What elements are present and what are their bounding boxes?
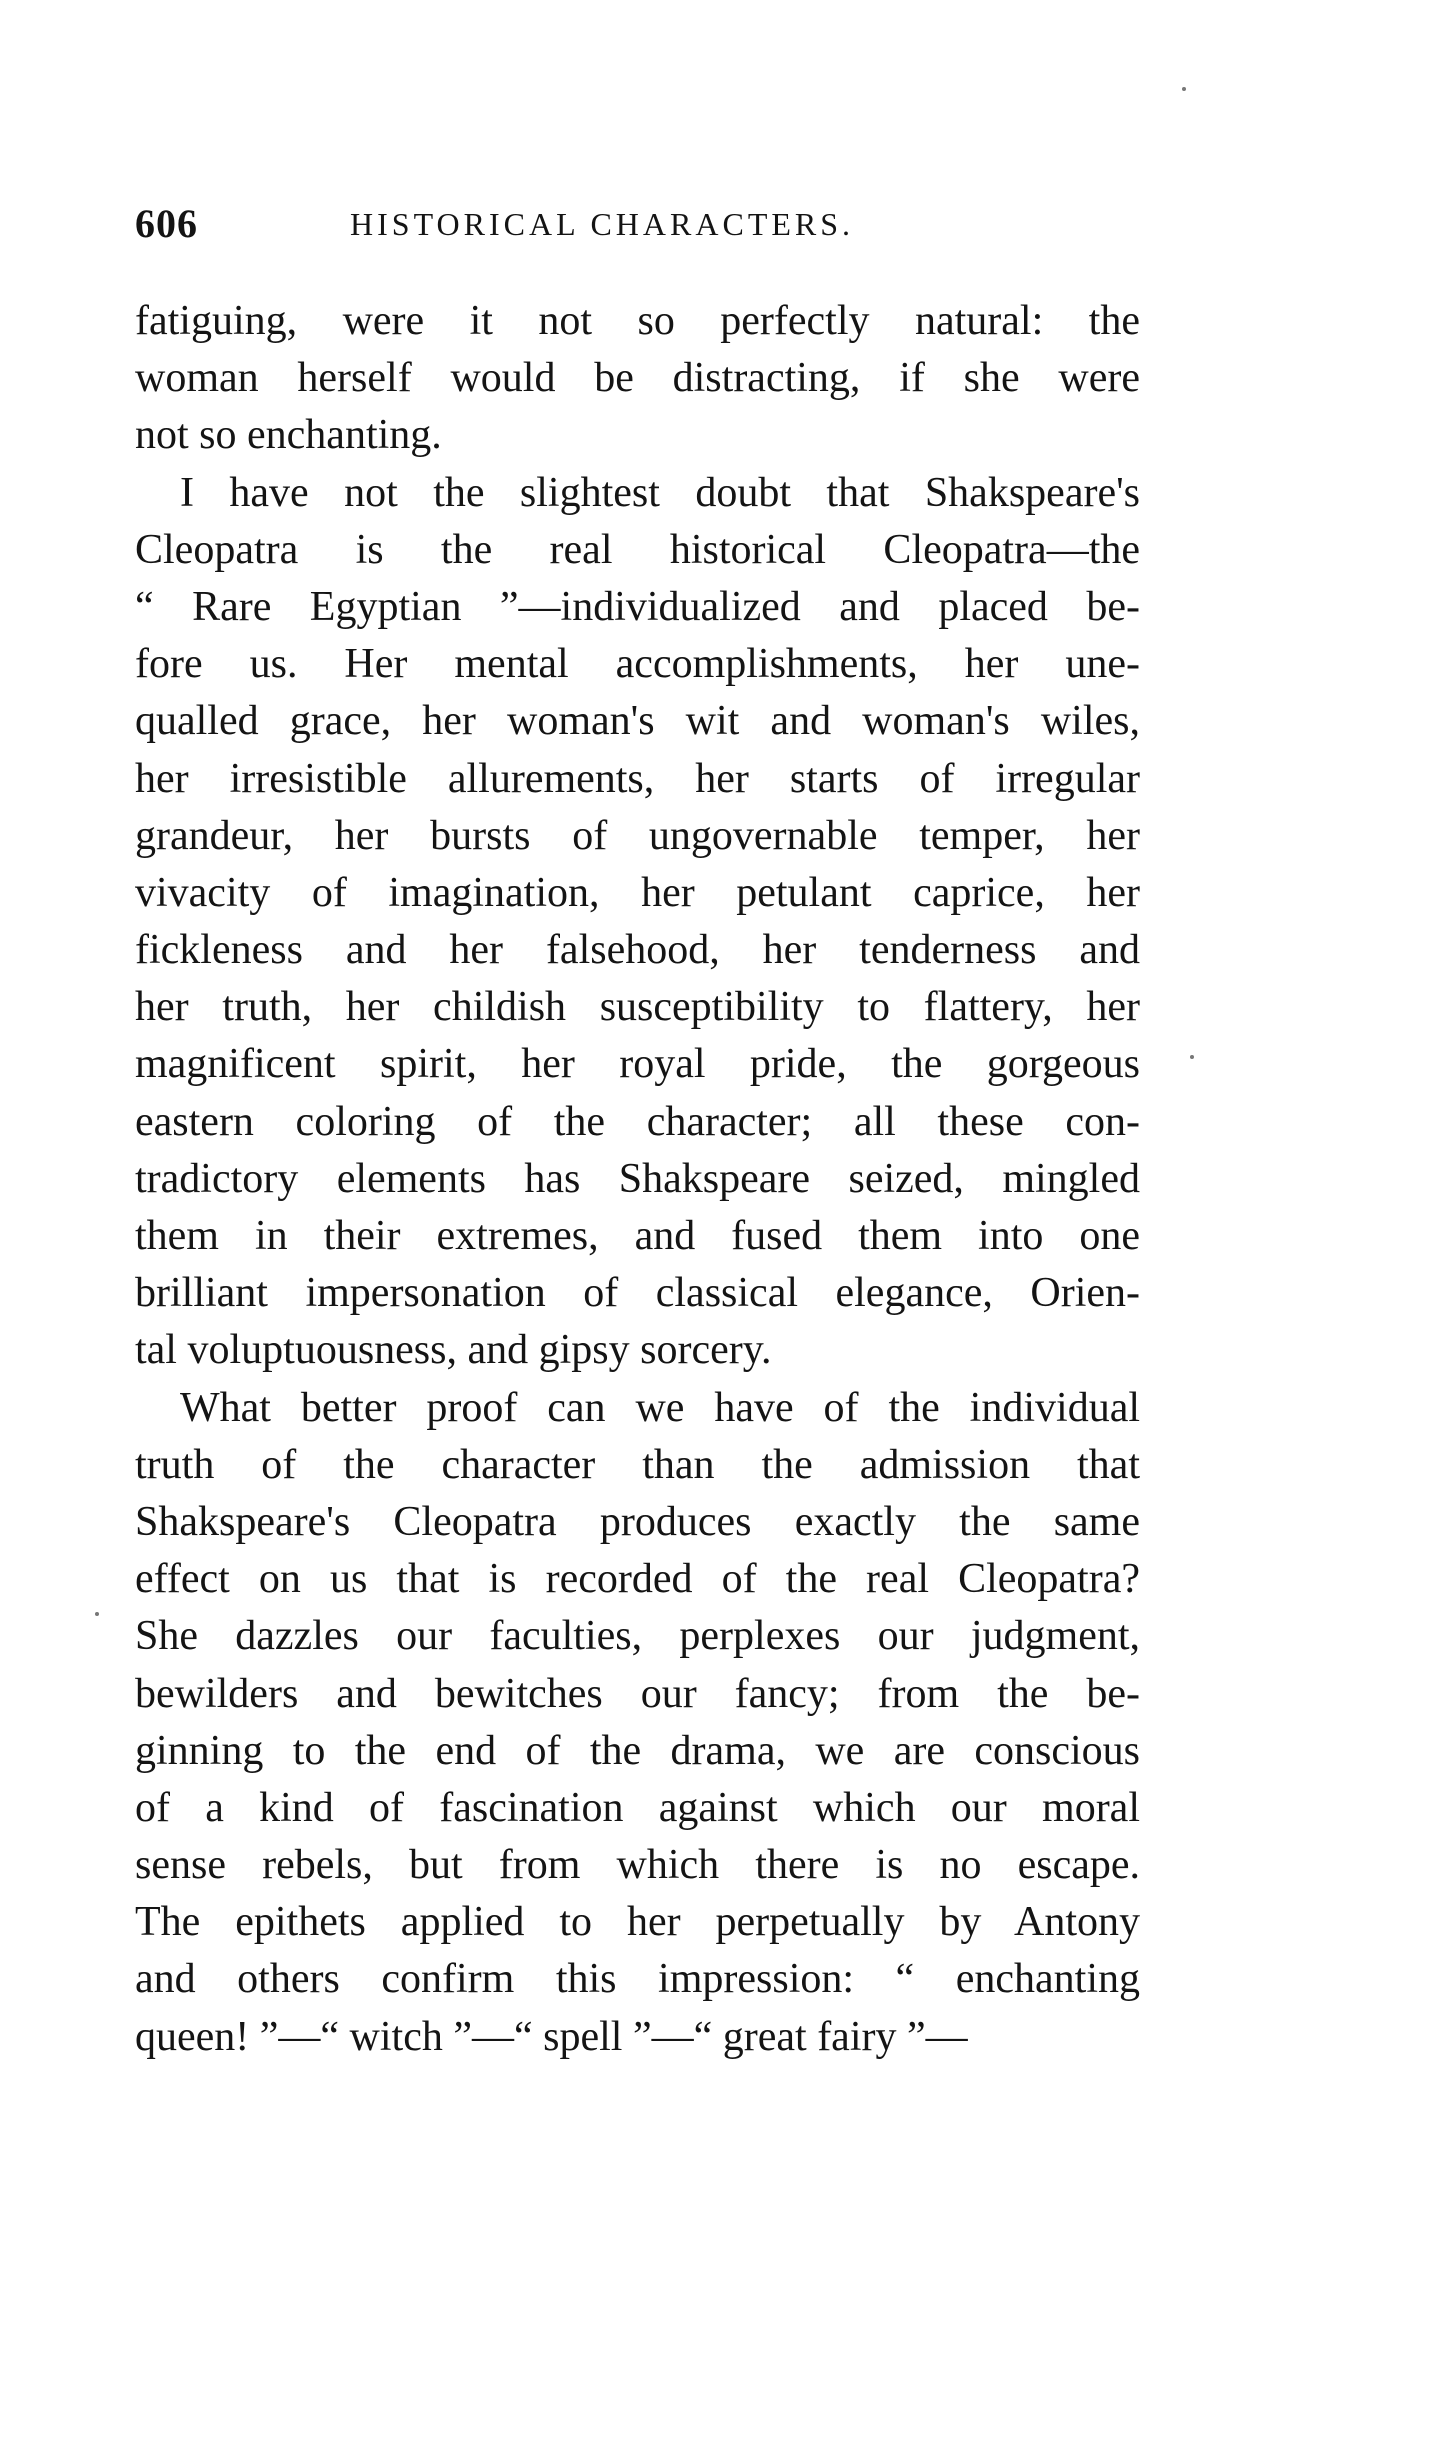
text-line: sense rebels, but from which there is no escape.: [135, 1842, 1140, 1889]
text-line: She dazzles our faculties, perplexes our judgment,: [135, 1613, 1140, 1660]
text-line: vivacity of imagination, her petulant caprice, her: [135, 869, 1140, 916]
text-line: magnificent spirit, her royal pride, the gorgeous: [135, 1041, 1140, 1088]
paper-speck: [95, 1612, 99, 1616]
page-number: 606: [135, 201, 198, 246]
text-line: tradictory elements has Shakspeare seized, mingled: [135, 1155, 1140, 1202]
text-line: Shakspeare's Cleopatra produces exactly the same: [135, 1498, 1140, 1545]
text-line: queen! ”—“ witch ”—“ spell ”—“ great fairy ”—: [135, 2013, 968, 2060]
text-line: her truth, her childish susceptibility to flattery, her: [135, 984, 1140, 1031]
text-line: truth of the character than the admission that: [135, 1441, 1140, 1488]
running-title: HISTORICAL CHARACTERS.: [350, 206, 855, 242]
text-line: Cleopatra is the real historical Cleopatra—the: [135, 526, 1140, 573]
text-line: her irresistible allurements, her starts of irregular: [135, 755, 1140, 802]
paper-speck: [1182, 87, 1186, 91]
text-line: “ Rare Egyptian ”—individualized and placed be-: [135, 583, 1140, 630]
text-line: effect on us that is recorded of the real Cleopatra?: [135, 1556, 1140, 1603]
text-line: fatiguing, were it not so perfectly natural: the: [135, 298, 1140, 344]
text-line: The epithets applied to her perpetually by Antony: [135, 1899, 1140, 1946]
text-line: tal voluptuousness, and gipsy sorcery.: [135, 1327, 772, 1374]
text-line: I have not the slightest doubt that Shakspeare's: [180, 469, 1140, 516]
text-line: fore us. Her mental accomplishments, her une-: [135, 641, 1140, 688]
text-line: brilliant impersonation of classical elegance, Orien-: [135, 1270, 1140, 1317]
text-line: eastern coloring of the character; all these con-: [135, 1098, 1140, 1145]
text-line: woman herself would be distracting, if she were: [135, 355, 1140, 402]
text-line: and others confirm this impression: “ enchanting: [135, 1956, 1140, 2003]
text-line: grandeur, her bursts of ungovernable temper, her: [135, 812, 1140, 859]
running-head: [135, 200, 1145, 250]
text-line: What better proof can we have of the individual: [180, 1384, 1140, 1431]
text-line: them in their extremes, and fused them into one: [135, 1213, 1140, 1259]
text-line: of a kind of fascination against which our moral: [135, 1784, 1140, 1831]
text-line: bewilders and bewitches our fancy; from the be-: [135, 1670, 1140, 1717]
body-text: [135, 293, 1140, 2066]
text-line: ginning to the end of the drama, we are conscious: [135, 1727, 1140, 1774]
text-line: not so enchanting.: [135, 412, 442, 459]
text-line: fickleness and her falsehood, her tenderness and: [135, 927, 1140, 974]
text-line: qualled grace, her woman's wit and woman's wiles,: [135, 698, 1140, 745]
paper-speck: [1190, 1055, 1194, 1059]
